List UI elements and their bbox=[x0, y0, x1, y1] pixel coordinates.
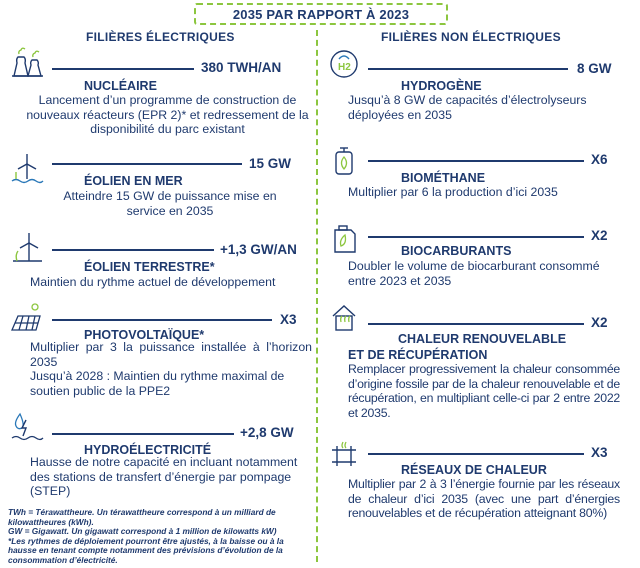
hydro-title: HYDROÉLECTRICITÉ bbox=[84, 443, 212, 457]
footnote-rhythm: *Les rythmes de déploiement pourront être ajustés, à la baisse ou à la hausse en tenant compte notamment des prévisions d’évolution de la consommation d’électricité. bbox=[8, 535, 284, 565]
biomethane-title: BIOMÉTHANE bbox=[401, 171, 486, 185]
biomethane-description: Multiplier par 6 la production d’ici 2035 bbox=[348, 185, 558, 199]
left-column-heading: FILIÈRES ÉLECTRIQUES bbox=[86, 30, 235, 44]
biomethane-divider-line bbox=[368, 160, 584, 162]
offshore-wind-description: Atteindre 15 GW de puissance mise en service en 2035 bbox=[63, 189, 277, 218]
onshore-wind-icon bbox=[10, 231, 44, 265]
svg-text:H2: H2 bbox=[338, 62, 351, 73]
biomethane-icon bbox=[327, 144, 361, 178]
hydro-value: +2,8 GW bbox=[240, 425, 294, 440]
biomethane-value: X6 bbox=[591, 152, 608, 167]
heat-network-divider-line bbox=[368, 453, 584, 455]
renewable-heat-value: X2 bbox=[591, 315, 608, 330]
biofuel-icon bbox=[327, 222, 361, 256]
column-divider bbox=[316, 30, 318, 562]
renewable-heat-title-line2: ET DE RÉCUPÉRATION bbox=[348, 348, 488, 362]
renewable-heat-divider-line bbox=[368, 323, 584, 325]
solar-value: X3 bbox=[280, 312, 297, 327]
hydrogen-divider-line bbox=[368, 68, 568, 70]
offshore-wind-title: ÉOLIEN EN MER bbox=[84, 174, 183, 188]
footnote-gw: GW = Gigawatt. Un gigawatt correspond à 1 million de kilowatts kW) bbox=[8, 526, 277, 537]
biofuel-description: Doubler le volume de biocarburant consommé entre 2023 et 2035 bbox=[348, 259, 600, 288]
heat-network-icon bbox=[327, 438, 361, 472]
heat-network-description: Multiplier par 2 à 3 l’énergie fournie par les réseaux de chaleur d’ici 2035 (avec une part d’énergies renouvelables et de récupération atteignant 80%) bbox=[348, 477, 620, 521]
renewable-heat-icon bbox=[327, 300, 361, 334]
solar-description-extra: Jusqu’à 2028 : Maintien du rythme maximal de soutien public de la PPE2 bbox=[30, 369, 285, 398]
hydro-description: Hausse de notre capacité en incluant notamment des stations de transfert d’énergie par pompage (STEP) bbox=[30, 455, 298, 499]
nuclear-plant-icon bbox=[10, 45, 44, 79]
footnotes bbox=[8, 508, 313, 566]
banner-text: 2035 PAR RAPPORT À 2023 bbox=[232, 6, 410, 22]
hydrogen-value: 8 GW bbox=[577, 61, 612, 76]
solar-panel-icon bbox=[10, 300, 44, 334]
biofuel-value: X2 bbox=[591, 228, 608, 243]
biofuel-divider-line bbox=[368, 236, 584, 238]
hydro-divider-line bbox=[52, 433, 234, 435]
renewable-heat-title: CHALEUR RENOUVELABLE bbox=[398, 332, 567, 346]
solar-divider-line bbox=[52, 319, 272, 321]
solar-description: Multiplier par 3 la puissance installée à l’horizon 2035 bbox=[30, 340, 312, 369]
onshore-wind-divider-line bbox=[52, 249, 214, 251]
nuclear-title: NUCLÉAIRE bbox=[84, 79, 157, 93]
nuclear-divider-line bbox=[52, 68, 194, 70]
hydrogen-icon bbox=[327, 47, 361, 81]
hydrogen-description: Jusqu’à 8 GW de capacités d’électrolyseurs déployées en 2035 bbox=[348, 93, 587, 122]
comparison-banner bbox=[194, 3, 448, 25]
heat-network-title: RÉSEAUX DE CHALEUR bbox=[401, 463, 547, 477]
hydro-icon bbox=[10, 410, 44, 444]
offshore-wind-icon bbox=[10, 152, 44, 186]
footnote-twh: TWh = Térawattheure. Un térawattheure correspond à un milliard de kilowattheures (kWh). bbox=[8, 507, 276, 527]
onshore-wind-description: Maintien du rythme actuel de développement bbox=[30, 275, 276, 289]
offshore-wind-divider-line bbox=[52, 163, 242, 165]
nuclear-description: Lancement d’un programme de construction de nouveaux réacteurs (EPR 2)* et redressement de la disponibilité du parc existant bbox=[26, 93, 309, 137]
solar-title: PHOTOVOLTAÏQUE* bbox=[84, 328, 205, 342]
onshore-wind-value: +1,3 GW/AN bbox=[220, 242, 297, 257]
renewable-heat-description: Remplacer progressivement la chaleur consommée d’origine fossile par de la chaleur renouvelable et de récupération, en multipliant celle-ci par 2 entre 2022 et 2035. bbox=[348, 362, 620, 420]
right-column-heading: FILIÈRES NON ÉLECTRIQUES bbox=[381, 30, 561, 44]
onshore-wind-title: ÉOLIEN TERRESTRE* bbox=[84, 260, 215, 274]
heat-network-value: X3 bbox=[591, 445, 608, 460]
hydrogen-title: HYDROGÈNE bbox=[401, 79, 482, 93]
offshore-wind-value: 15 GW bbox=[249, 156, 292, 171]
biofuel-title: BIOCARBURANTS bbox=[401, 244, 512, 258]
nuclear-value: 380 TWH/AN bbox=[201, 60, 282, 75]
